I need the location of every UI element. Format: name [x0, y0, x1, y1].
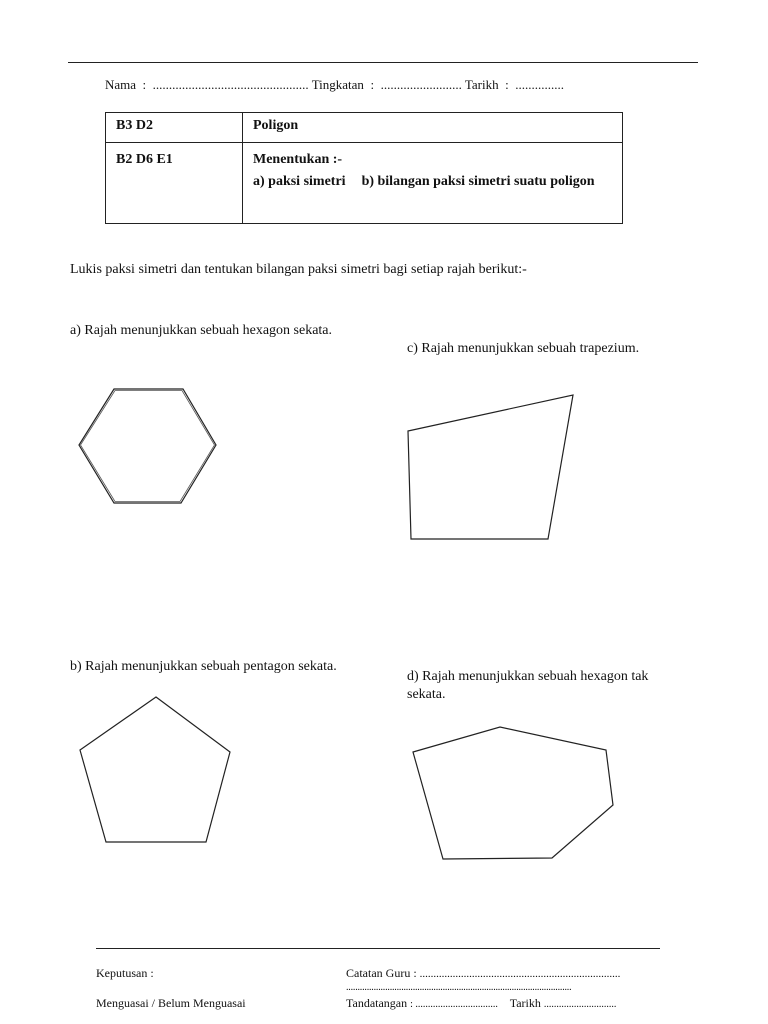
objective-cell [243, 143, 623, 224]
objective-code: B2 D6 E1 [106, 143, 243, 224]
mastery-status[interactable]: Menguasai / Belum Menguasai [96, 996, 246, 1010]
question-d-line1: d) Rajah menunjukkan sebuah hexagon tak [407, 669, 649, 684]
header-fields: Nama : ................................................ Tingkatan : ......................... Tarikh : ............... [105, 77, 564, 92]
footer-tarikh-field[interactable]: ............................. [543, 999, 617, 1010]
objective-item-a: a) paksi simetri [253, 174, 346, 189]
footer-tarikh-label: Tarikh [509, 996, 541, 1010]
nama-label: Nama [105, 77, 137, 92]
keputusan-label: Keputusan : [96, 966, 154, 980]
topic-title: Poligon [243, 113, 623, 143]
irregular-hexagon-figure [400, 718, 625, 868]
signature-line [346, 996, 616, 1012]
question-d-text [407, 668, 648, 704]
regular-hexagon-figure [70, 380, 230, 512]
objective-row [106, 143, 623, 224]
top-rule [68, 62, 698, 63]
question-c-text: c) Rajah menunjukkan sebuah trapezium. [407, 341, 640, 356]
question-d-line2: sekata. [407, 687, 446, 702]
tandatangan-label: Tandatangan [346, 996, 408, 1010]
question-a-text: a) Rajah menunjukkan sebuah hexagon sekata. [70, 323, 333, 338]
tandatangan-field[interactable]: : ................................. [410, 999, 498, 1010]
objective-item-b: b) bilangan paksi simetri suatu poligon [361, 174, 595, 189]
catatan-guru-field[interactable]: ......................................................................... [419, 968, 621, 980]
trapezium-figure [400, 388, 585, 548]
catatan-guru-line [346, 966, 620, 981]
regular-pentagon-figure [70, 690, 240, 850]
topic-row [106, 113, 623, 143]
topic-table [105, 112, 623, 224]
question-b-text: b) Rajah menunjukkan sebuah pentagon sekata. [70, 659, 337, 674]
tingkatan-label: Tingkatan [311, 77, 364, 92]
topic-code: B3 D2 [106, 113, 243, 143]
instruction-text: Lukis paksi simetri dan tentukan bilangan paksi simetri bagi setiap rajah berikut:- [70, 262, 527, 277]
catatan-guru-label: Catatan Guru : [346, 966, 417, 980]
tingkatan-field[interactable]: ......................... [380, 77, 462, 92]
catatan-guru-field-2[interactable]: .................................................................................................. [346, 982, 572, 993]
tarikh-label: Tarikh [464, 77, 499, 92]
objective-heading: Menentukan :- [253, 152, 343, 167]
footer-rule [96, 948, 660, 949]
nama-field[interactable]: ................................................ [152, 77, 309, 92]
objective-items [253, 171, 612, 193]
tarikh-field[interactable]: ............... [515, 77, 564, 92]
